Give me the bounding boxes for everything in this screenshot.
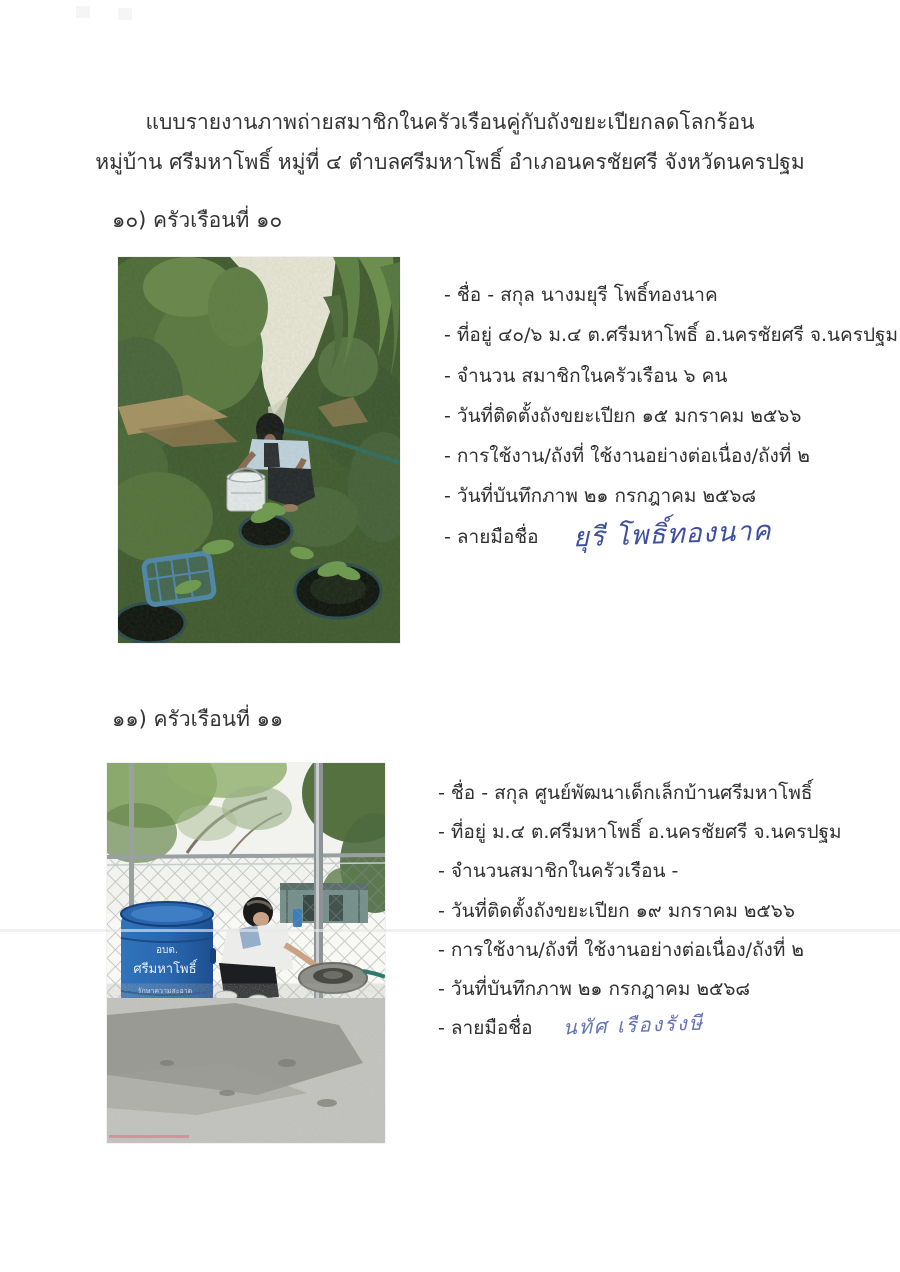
section-heading-household-10: ๑๐) ครัวเรือนที่ ๑๐ — [112, 208, 283, 232]
scan-artifact — [118, 8, 132, 20]
report-title-line1: แบบรายงานภาพถ่ายสมาชิกในครัวเรือนคู่กับถังขยะเปียกลดโลกร้อน — [145, 110, 755, 134]
scan-red-line — [109, 1135, 189, 1138]
detail-members: - จำนวนสมาชิกในครัวเรือน - — [438, 860, 679, 883]
svg-text:ศรีมหาโพธิ์: ศรีมหาโพธิ์ — [133, 962, 197, 977]
handwritten-signature-household-11: นทัศ เรืองรังษี — [562, 1010, 704, 1040]
detail-name: - ชื่อ - สกุล ศูนย์พัฒนาเด็กเล็กบ้านศรีมหาโพธิ์ — [438, 782, 813, 804]
signature-label: - ลายมือชื่อ — [444, 525, 539, 548]
wet-waste-bucket — [227, 469, 265, 512]
detail-name: - ชื่อ - สกุล นางมยุรี โพธิ์ทองนาค — [444, 284, 718, 306]
svg-text:รักษาความสะอาด: รักษาความสะอาด — [137, 987, 193, 995]
blue-basket — [143, 553, 214, 606]
detail-usage: - การใช้งาน/ถังที่ ใช้งานอย่างต่อเนื่อง/ถังที่ ๒ — [438, 938, 804, 961]
detail-usage: - การใช้งาน/ถังที่ ใช้งานอย่างต่อเนื่อง/ถังที่ ๒ — [444, 445, 810, 468]
detail-address: - ที่อยู่ ๔๐/๖ ม.๔ ต.ศรีมหาโพธิ์ อ.นครชัยศรี จ.นครปฐม — [444, 324, 899, 347]
detail-members: - จำนวน สมาชิกในครัวเรือน ๖ คน — [444, 364, 728, 387]
household-11-details — [438, 778, 842, 1052]
blue-barrel — [121, 902, 216, 1013]
photo-household-11 — [107, 763, 385, 1143]
photo-household-10 — [118, 257, 400, 643]
scan-streak — [0, 929, 900, 932]
svg-text:อบต.: อบต. — [155, 945, 179, 956]
detail-install-date: - วันที่ติดตั้งถังขยะเปียก ๑๕ มกราคม ๒๕๖๖ — [444, 404, 802, 427]
detail-install-date: - วันที่ติดตั้งถังขยะเปียก ๑๙ มกราคม ๒๕๖๖ — [438, 899, 795, 922]
detail-photo-date: - วันที่บันทึกภาพ ๒๑ กรกฎาคม ๒๕๖๘ — [444, 485, 757, 508]
signature-label: - ลายมือชื่อ — [438, 1017, 533, 1040]
detail-address: - ที่อยู่ ม.๔ ต.ศรีมหาโพธิ์ อ.นครชัยศรี จ.นครปฐม — [438, 821, 842, 844]
ground-ring — [299, 963, 367, 993]
section-heading-household-11: ๑๑) ครัวเรือนที่ ๑๑ — [112, 707, 284, 731]
detail-photo-date: - วันที่บันทึกภาพ ๒๑ กรกฎาคม ๒๕๖๘ — [438, 977, 751, 1000]
household-10-details — [444, 280, 898, 562]
handwritten-signature-household-10: ยุรี โพธิ์ทองนาค — [572, 515, 772, 554]
scan-artifact — [76, 6, 90, 18]
report-title-line2: หมู่บ้าน ศรีมหาโพธิ์ หมู่ที่ ๔ ตำบลศรีมหาโพธิ์ อำเภอนครชัยศรี จังหวัดนครปฐม — [95, 150, 805, 174]
